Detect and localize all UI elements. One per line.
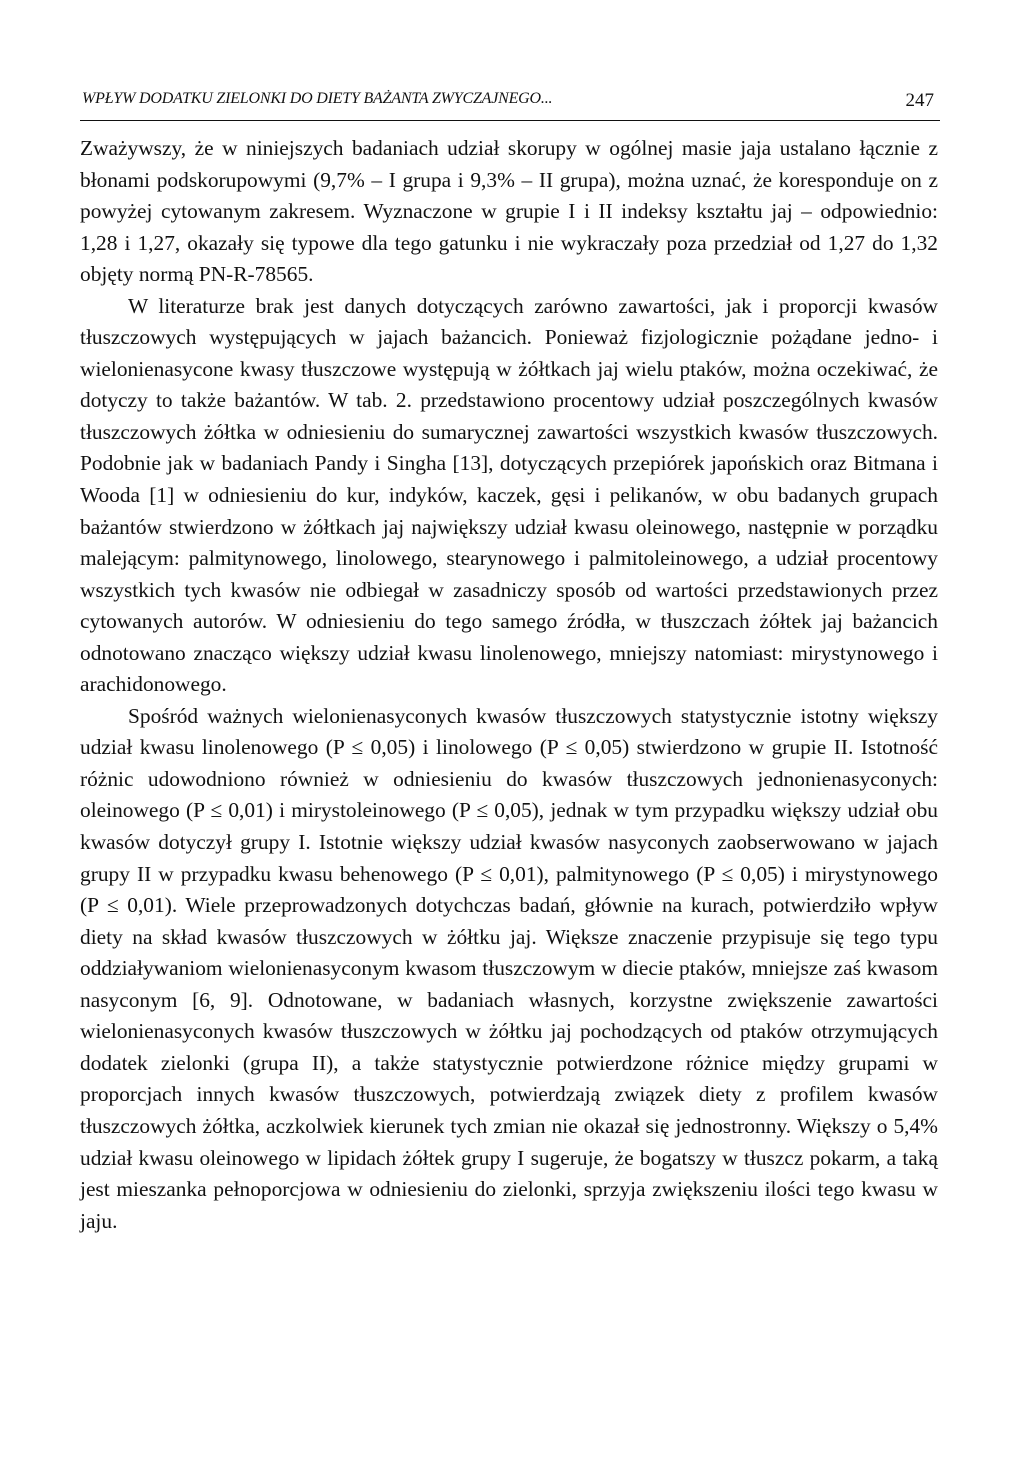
running-head: WPŁYW DODATKU ZIELONKI DO DIETY BAŻANTA ZWYCZAJNEGO...	[82, 90, 553, 107]
paragraph-3: Spośród ważnych wielonienasyconych kwasów tłuszczowych statystycznie istotny większy udział kwasu linolenowego (P ≤ 0,05) i linolowego (P ≤ 0,05) stwierdzono w grupie II. Istotność różnic udowodniono również w odniesieniu do kwasów tłuszczowych jednonienasyconych: oleinowego (P ≤ 0,01) i mirystoleinowego (P ≤ 0,05), jednak w tym przypadku większy udział obu kwasów dotyczył grupy I. Istotnie większy udział kwasów nasyconych zaobserwowano w jajach grupy II w przypadku kwasu behenowego (P ≤ 0,01), palmitynowego (P ≤ 0,05) i mirystynowego (P ≤ 0,01). Wiele przeprowadzonych dotychczas badań, głównie na kurach, potwierdziło wpływ diety na skład kwasów tłuszczowych w żółtku jaj. Większe znaczenie przypisuje się tego typu oddziaływaniom wielonienasyconym kwasom tłuszczowym w diecie ptaków, mniejsze zaś kwasom nasyconym [6, 9]. Odnotowane, w badaniach własnych, korzystne zwiększenie zawartości wielonienasyconych kwasów tłuszczowych w żółtku jaj pochodzących od ptaków otrzymujących dodatek zielonki (grupa II), a także statystycznie potwierdzone różnice między grupami w proporcjach innych kwasów tłuszczowych, potwierdzają związek diety z profilem kwasów tłuszczowych żółtka, aczkolwiek kierunek tych zmian nie okazał się jednostronny. Większy o 5,4% udział kwasu oleinowego w lipidach żółtek grupy I sugeruje, że bogatszy w tłuszcz pokarm, a taką jest mieszanka pełnoporcjowa w odniesieniu do zielonki, sprzyja zwiększeniu ilości tego kwasu w jaju.	[80, 703, 938, 1233]
paragraph-2: W literaturze brak jest danych dotyczących zarówno zawartości, jak i proporcji kwasów tłuszczowych występujących w jajach bażancich. Ponieważ fizjologicznie pożądane jedno- i wielonienasycone kwasy tłuszczowe występują w żółtkach jaj wielu ptaków, można oczekiwać, że dotyczy to także bażantów. W tab. 2. przedstawiono procentowy udział poszczególnych kwasów tłuszczowych żółtka w odniesieniu do sumarycznej zawartości wszystkich kwasów tłuszczowych. Podobnie jak w badaniach Pandy i Singha [13], dotyczących przepiórek japońskich oraz Bitmana i Wooda [1] w odniesieniu do kur, indyków, kaczek, gęsi i pelikanów, w obu badanych grupach bażantów stwierdzono w żółtkach jaj największy udział kwasu oleinowego, następnie w porządku malejącym: palmitynowego, linolowego, stearynowego i palmitoleinowego, a udział procentowy wszystkich tych kwasów nie odbiegał w zasadniczy sposób od wartości przedstawionych przez cytowanych autorów. W odniesieniu do tego samego źródła, w tłuszczach żółtek jaj bażancich odnotowano znacząco większy udział kwasu linolenowego, mniejszy natomiast: mirystynowego i arachidonowego.	[80, 293, 938, 697]
paragraph-1: Zważywszy, że w niniejszych badaniach udział skorupy w ogólnej masie jaja ustalano łącznie z błonami podskorupowymi (9,7% – I grupa i 9,3% – II grupa), można uznać, że koresponduje on z powyżej cytowanym zakresem. Wyznaczone w grupie I i II indeksy kształtu jaj – odpowiednio: 1,28 i 1,27, okazały się typowe dla tego gatunku i nie wykraczały poza przedział od 1,27 do 1,32 objęty normą PN-R-78565.	[80, 136, 938, 287]
body-text	[80, 133, 938, 1237]
page-header	[80, 88, 940, 121]
page-number: 247	[905, 90, 934, 111]
